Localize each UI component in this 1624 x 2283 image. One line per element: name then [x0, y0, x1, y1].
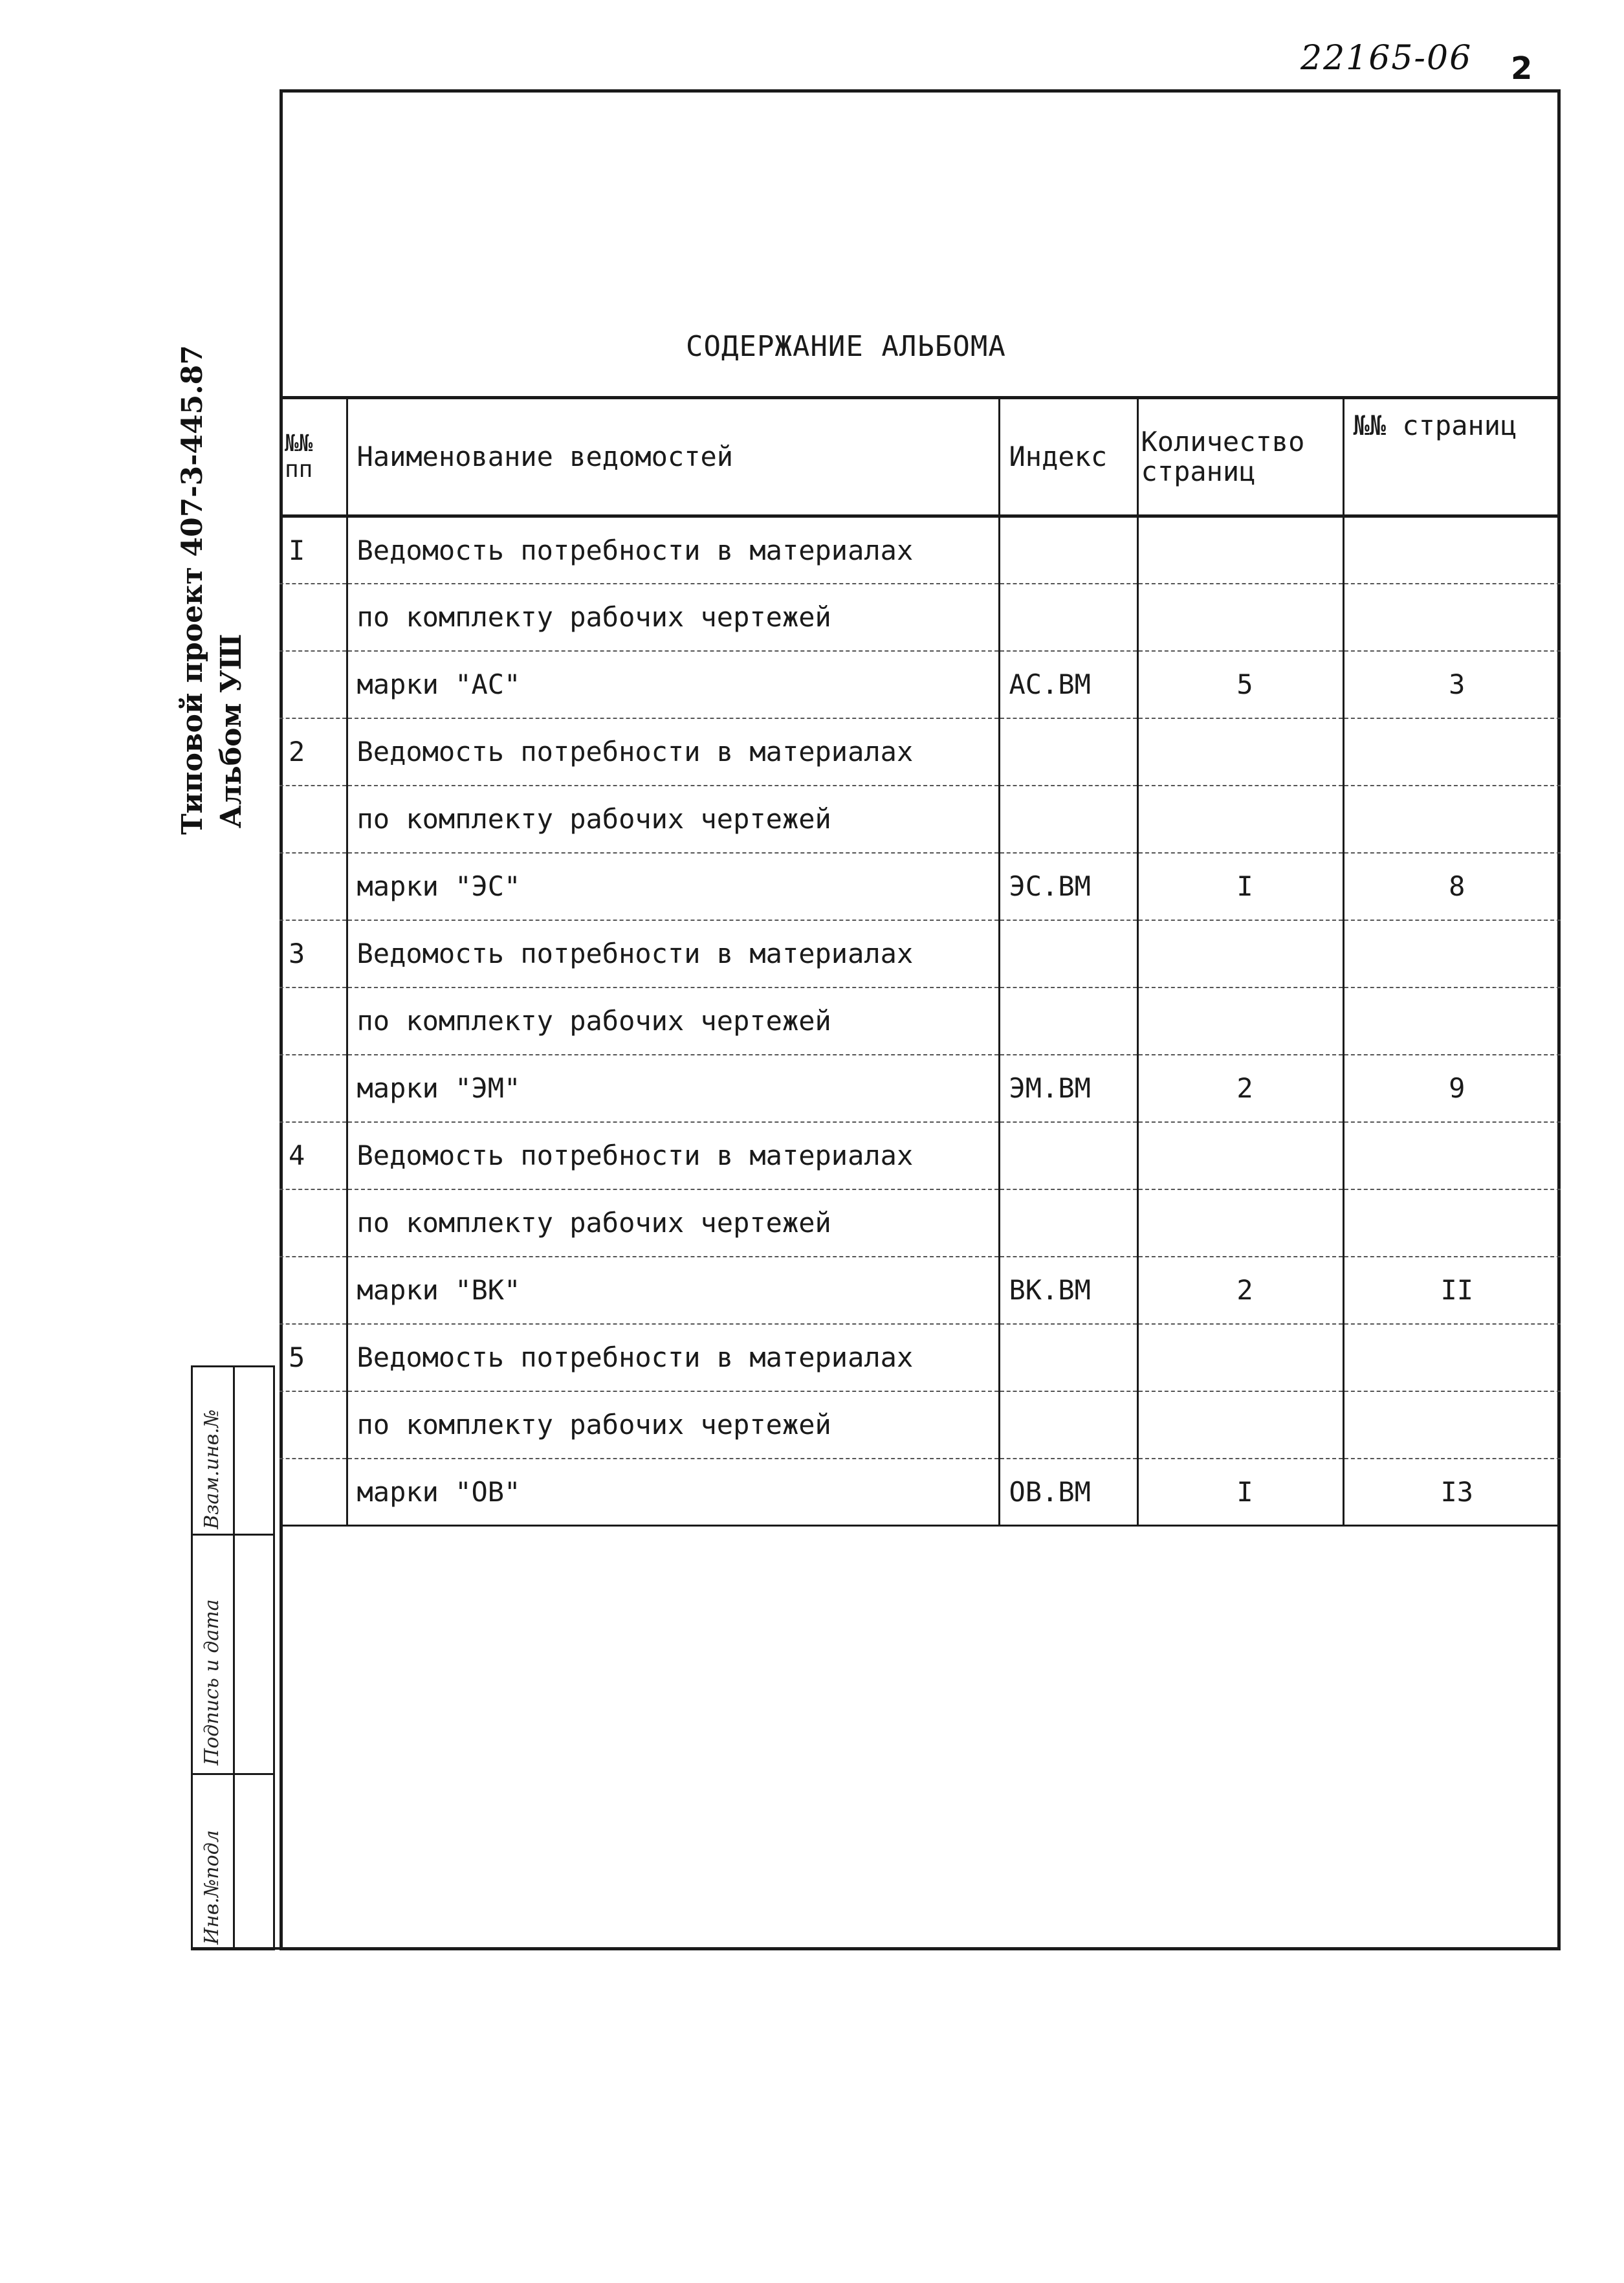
row-qty: 5 — [1137, 651, 1343, 718]
row-page: 3 — [1343, 651, 1561, 718]
table-row — [280, 1122, 1561, 1189]
side-title — [162, 345, 259, 841]
row-page: I3 — [1343, 1459, 1561, 1526]
row-name: по комплекту рабочих чертежей — [347, 987, 999, 1055]
frame-bottom-line — [191, 1947, 1561, 1950]
row-index: ЭМ.ВМ — [999, 1055, 1137, 1122]
row-num: 2 — [289, 736, 305, 767]
table-row — [280, 1055, 1561, 1122]
row-name: марки "ВК" — [347, 1257, 999, 1324]
row-num: 5 — [289, 1341, 305, 1373]
table-header-row — [280, 398, 1561, 516]
row-qty: I — [1137, 1459, 1343, 1526]
row-num: I — [289, 534, 305, 566]
row-name: по комплекту рабочих чертежей — [347, 1189, 999, 1257]
col-header-index: Индекс — [999, 398, 1137, 516]
side-title-project: Типовой проект 407-3-445.87 — [176, 345, 209, 835]
table-row — [280, 853, 1561, 920]
table-row — [280, 1459, 1561, 1526]
row-num: 4 — [289, 1140, 305, 1171]
row-qty: I — [1137, 853, 1343, 920]
contents-table — [280, 396, 1561, 1527]
row-num: 3 — [289, 938, 305, 969]
col-header-name: Наименование ведомостей — [347, 398, 999, 516]
table-row — [280, 786, 1561, 853]
table-row — [280, 920, 1561, 987]
row-index: ЭС.ВМ — [999, 853, 1137, 920]
col-header-pages: №№ страниц — [1343, 398, 1561, 516]
row-name: Ведомость потребности в материалах — [347, 718, 999, 786]
row-name: марки "ЭС" — [347, 853, 999, 920]
row-index: АС.ВМ — [999, 651, 1137, 718]
row-name: марки "ОВ" — [347, 1459, 999, 1526]
row-page: II — [1343, 1257, 1561, 1324]
row-qty: 2 — [1137, 1055, 1343, 1122]
approval-stamp — [191, 1365, 275, 1950]
table-row — [280, 651, 1561, 718]
row-name: Ведомость потребности в материалах — [347, 516, 999, 584]
row-name: марки "ЭМ" — [347, 1055, 999, 1122]
table-row — [280, 1257, 1561, 1324]
table-row — [280, 1324, 1561, 1391]
stamp-label-vzam: Взам.инв.№ — [201, 1409, 223, 1529]
row-index: ВК.ВМ — [999, 1257, 1137, 1324]
row-name: Ведомость потребности в материалах — [347, 920, 999, 987]
stamp-cell-podpis — [193, 1536, 273, 1775]
stamp-label-podpis: Подпись и дата — [201, 1599, 223, 1765]
col-header-qty — [1137, 398, 1343, 516]
album-title: СОДЕРЖАНИЕ АЛЬБОМА — [686, 330, 1006, 363]
row-page: 9 — [1343, 1055, 1561, 1122]
table-row — [280, 584, 1561, 651]
row-page: 8 — [1343, 853, 1561, 920]
col-header-num: №№ пп — [285, 430, 313, 483]
row-name: по комплекту рабочих чертежей — [347, 1391, 999, 1459]
table-row — [280, 1189, 1561, 1257]
table-row — [280, 718, 1561, 786]
row-name: по комплекту рабочих чертежей — [347, 786, 999, 853]
row-name: по комплекту рабочих чертежей — [347, 584, 999, 651]
row-name: Ведомость потребности в материалах — [347, 1324, 999, 1391]
row-index: ОВ.ВМ — [999, 1459, 1137, 1526]
table-row — [280, 1391, 1561, 1459]
stamp-label-inv: Инв.№подл — [201, 1830, 223, 1945]
page-number: 2 — [1511, 50, 1533, 87]
table-row — [280, 987, 1561, 1055]
side-title-album: Альбом УШ — [215, 634, 248, 828]
row-name: марки "АС" — [347, 651, 999, 718]
row-name: Ведомость потребности в материалах — [347, 1122, 999, 1189]
stamp-cell-inv — [193, 1775, 273, 1952]
col-header-qty-line1: Количество — [1141, 426, 1305, 458]
col-header-qty-line2: страниц — [1141, 456, 1256, 487]
table-row — [280, 516, 1561, 584]
document-number: 22165-06 — [1300, 39, 1473, 78]
row-qty: 2 — [1137, 1257, 1343, 1324]
stamp-cell-vzam — [193, 1367, 273, 1536]
